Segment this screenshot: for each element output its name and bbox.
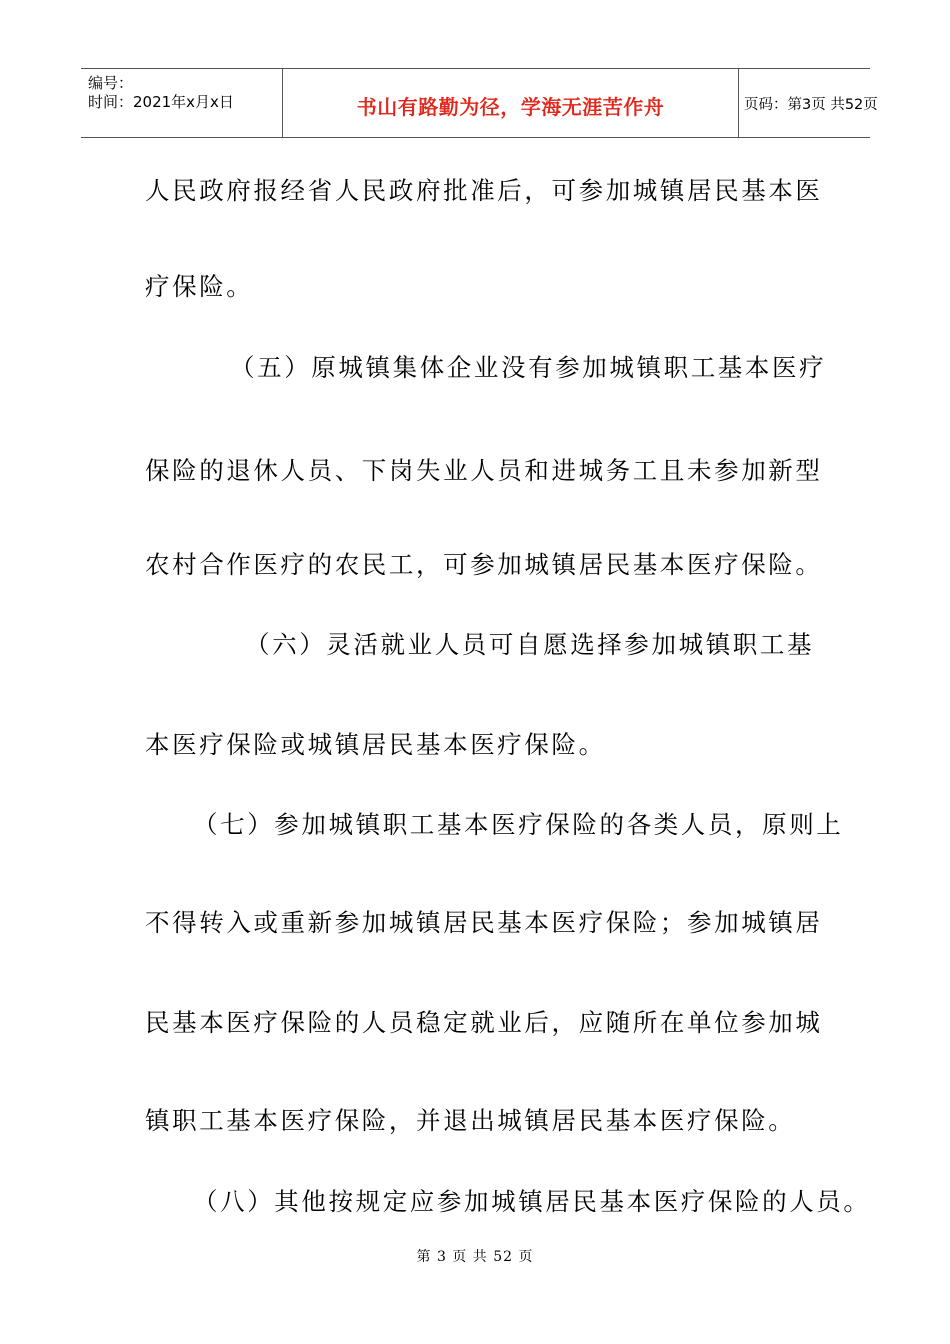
body-line: 保险的退休人员、下岗失业人员和进城务工且未参加新型 <box>145 456 823 485</box>
body-line: 本医疗保险或城镇居民基本医疗保险。 <box>145 730 606 759</box>
body-line: 不得转入或重新参加城镇居民基本医疗保险；参加城镇居 <box>145 908 823 937</box>
header-page-cell <box>738 69 878 137</box>
body-line: 疗保险。 <box>145 272 254 301</box>
body-line: （八）其他按规定应参加城镇居民基本医疗保险的人员。 <box>193 1187 871 1216</box>
page-footer: 第 3 页 共 52 页 <box>416 1249 534 1265</box>
body-line: （七）参加城镇职工基本医疗保险的各类人员，原则上 <box>193 810 844 839</box>
body-line: 人民政府报经省人民政府批准后，可参加城镇居民基本医 <box>145 176 823 205</box>
header-meta-cell <box>81 69 282 137</box>
body-line: 民基本医疗保险的人员稳定就业后，应随所在单位参加城 <box>145 1008 823 1037</box>
body-line: （六）灵活就业人员可自愿选择参加城镇职工基 <box>245 630 815 659</box>
body-line: 农村合作医疗的农民工，可参加城镇居民基本医疗保险。 <box>145 550 823 579</box>
body-line: （五）原城镇集体企业没有参加城镇职工基本医疗 <box>230 353 827 382</box>
body-line: 镇职工基本医疗保险，并退出城镇居民基本医疗保险。 <box>145 1106 796 1135</box>
document-number-label: 编号： <box>88 74 134 92</box>
header-motto-cell <box>282 69 739 137</box>
header-page-info: 页码：第3页 共52页 <box>744 97 878 113</box>
header-motto: 书山有路勤为径，学海无涯苦作舟 <box>356 95 665 119</box>
document-time-label: 时间：2021年x月x日 <box>88 93 234 111</box>
document-header <box>81 68 878 138</box>
